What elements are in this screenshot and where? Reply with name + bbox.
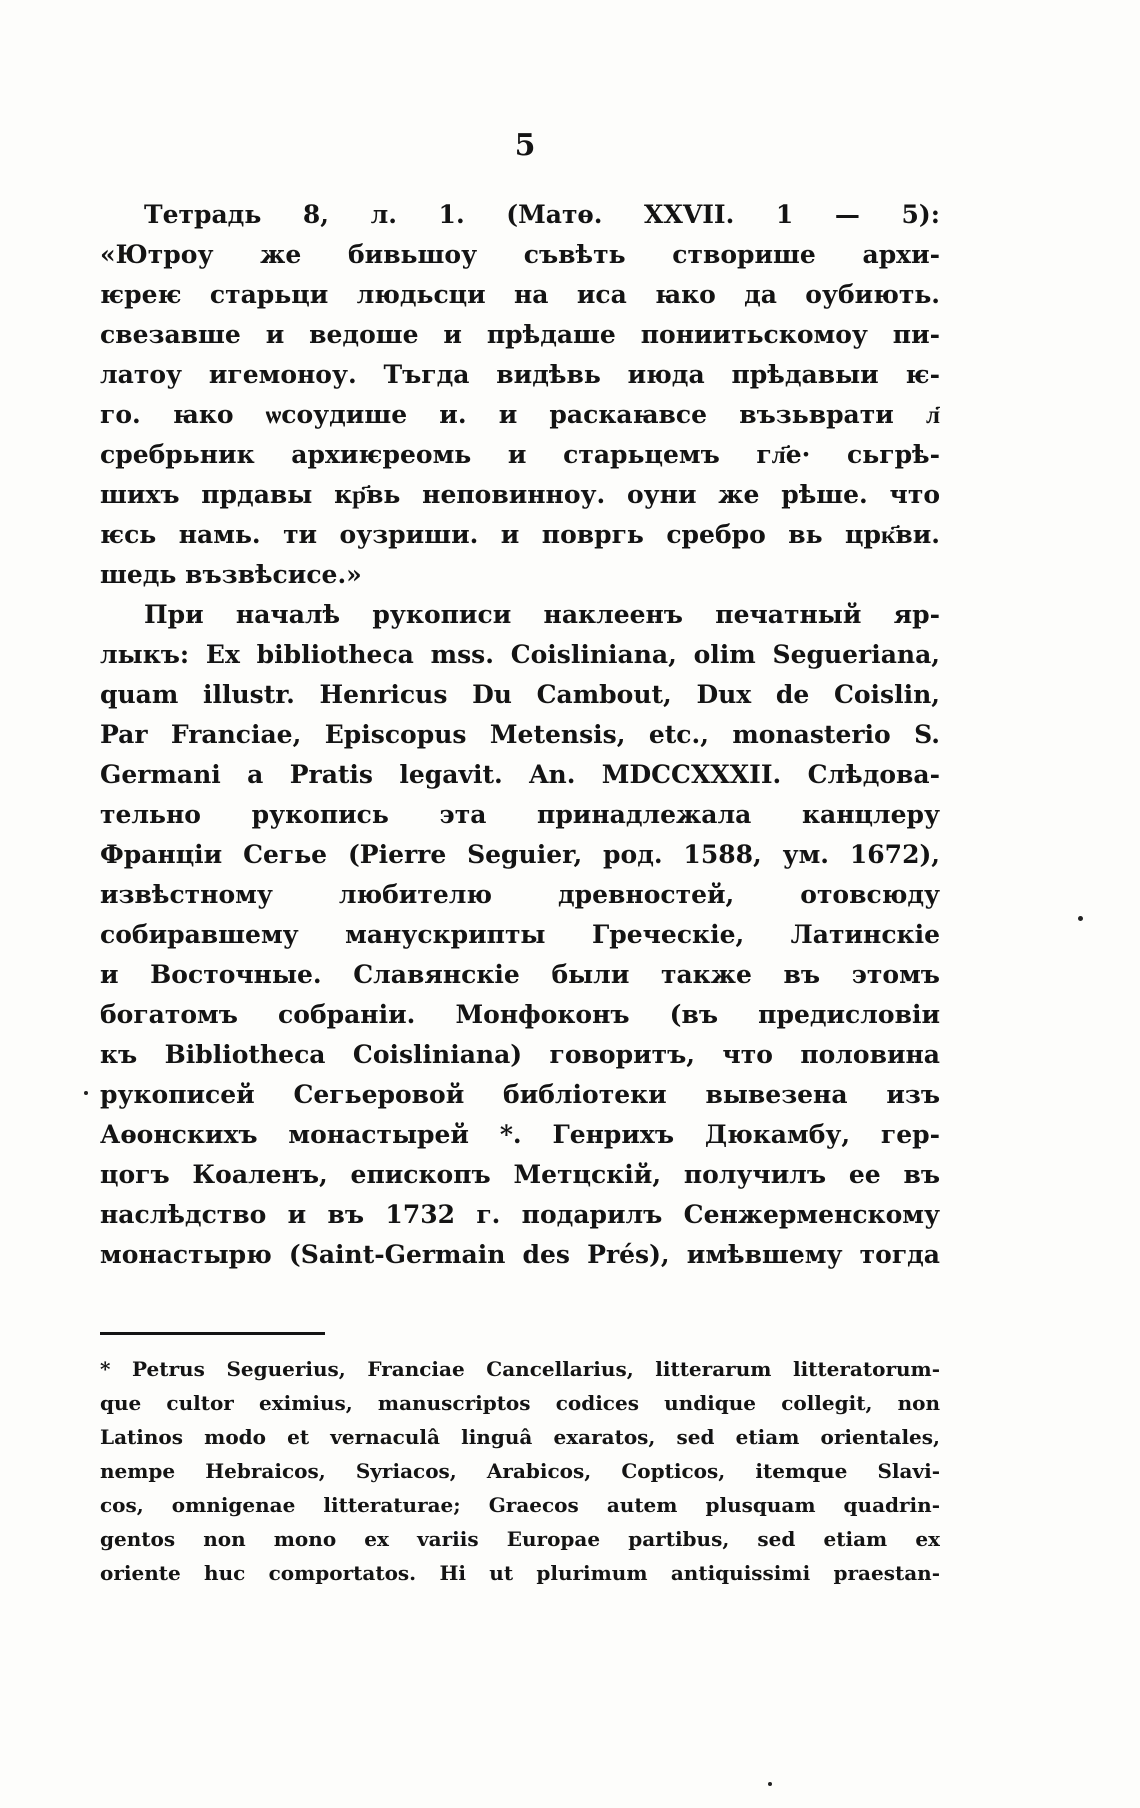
ink-speck (768, 1782, 772, 1786)
page-number: 5 (514, 128, 536, 163)
text-line: рукописей Сегьеровой библіотеки вывезена изъ (100, 1080, 940, 1109)
text-line: латоу игемоноу. Тъгда видѣвь июда прѣдавыи ѥ- (100, 360, 940, 389)
footnote-line: que cultor eximius, manuscriptos codices undique collegit, non (100, 1391, 940, 1415)
text-line: ѥреѥ старьци людьсци на иса ꙗко да оубиють. (100, 280, 940, 309)
ink-speck (84, 1091, 88, 1095)
text-line: извѣстному любителю древностей, отовсюду (100, 880, 940, 909)
text-line: «Ютроу же бивьшоу съвѣть створише архи- (100, 240, 940, 269)
text-line: лыкъ: Ex bibliotheca mss. Coisliniana, olim Segueriana, (100, 640, 940, 669)
text-line: Аѳонскихъ монастырей *. Генрихъ Дюкамбу, гер- (100, 1120, 940, 1149)
footnote-line: Latinos modo et vernaculâ linguâ exaratos, sed etiam orientales, (100, 1425, 940, 1449)
text-line: цогъ Коаленъ, епископъ Метцскій, получилъ ее въ (100, 1160, 940, 1189)
footnote (100, 1352, 940, 1590)
text-line: Par Franciae, Episcopus Metensis, etc., monasterio S. (100, 720, 940, 749)
text-line: Тетрадь 8, л. 1. (Матѳ. XXVII. 1 — 5): (144, 200, 940, 229)
text-line: Germani a Pratis legavit. An. MDCCXXXII. Слѣдова- (100, 760, 940, 789)
text-line: При началѣ рукописи наклеенъ печатный яр- (144, 600, 940, 629)
main-text (100, 195, 940, 1275)
ink-speck (1078, 916, 1083, 921)
text-line: го. ꙗко ѡсоудише и. и раскаꙗвсе възьврати л҃ (100, 400, 940, 429)
text-line: quam illustr. Henricus Du Cambout, Dux de Coislin, (100, 680, 940, 709)
text-line: собиравшему манускрипты Греческіе, Латинскіе (100, 920, 940, 949)
text-line: шедь възвѣсисе.» (100, 560, 362, 589)
footnote-line: gentos non mono ex variis Europae partibus, sed etiam ex (100, 1527, 940, 1551)
text-line: богатомъ собраніи. Монфоконъ (въ предисловіи (100, 1000, 940, 1029)
footnote-line: nempe Hebraicos, Syriacos, Arabicos, Copticos, itemque Slavi- (100, 1459, 940, 1483)
footnote-line: cos, omnigenae litteraturae; Graecos autem plusquam quadrin- (100, 1493, 940, 1517)
text-line: и Восточные. Славянскіе были также въ этомъ (100, 960, 940, 989)
text-line: свезавше и ведоше и прѣдаше пониитьскомоу пи- (100, 320, 940, 349)
text-line: ѥсь намь. ти оузриши. и повргь сребро вь црк҃ви. (100, 520, 940, 549)
text-line: наслѣдство и въ 1732 г. подарилъ Сенжерменскому (100, 1200, 940, 1229)
text-line: сребрьник архиѥреомь и старьцемъ гл҃е· сьгрѣ- (100, 440, 940, 469)
footnote-line: oriente huc comportatos. Hi ut plurimum antiquissimi praestan- (100, 1561, 940, 1585)
text-line: къ Bibliotheca Coisliniana) говоритъ, что половина (100, 1040, 940, 1069)
text-line: шихъ прдавы кр҃вь неповинноу. оуни же рѣше. что (100, 480, 940, 509)
text-line: монастырю (Saint-Germain des Prés), имѣвшему тогда (100, 1240, 940, 1269)
text-line: тельно рукопись эта принадлежала канцлеру (100, 800, 940, 829)
text-line: Франціи Сегье (Pierre Seguier, род. 1588, ум. 1672), (100, 840, 940, 869)
footnote-divider (100, 1332, 325, 1335)
footnote-line: * Petrus Seguerius, Franciae Cancellarius, litterarum litteratorum- (100, 1357, 940, 1381)
